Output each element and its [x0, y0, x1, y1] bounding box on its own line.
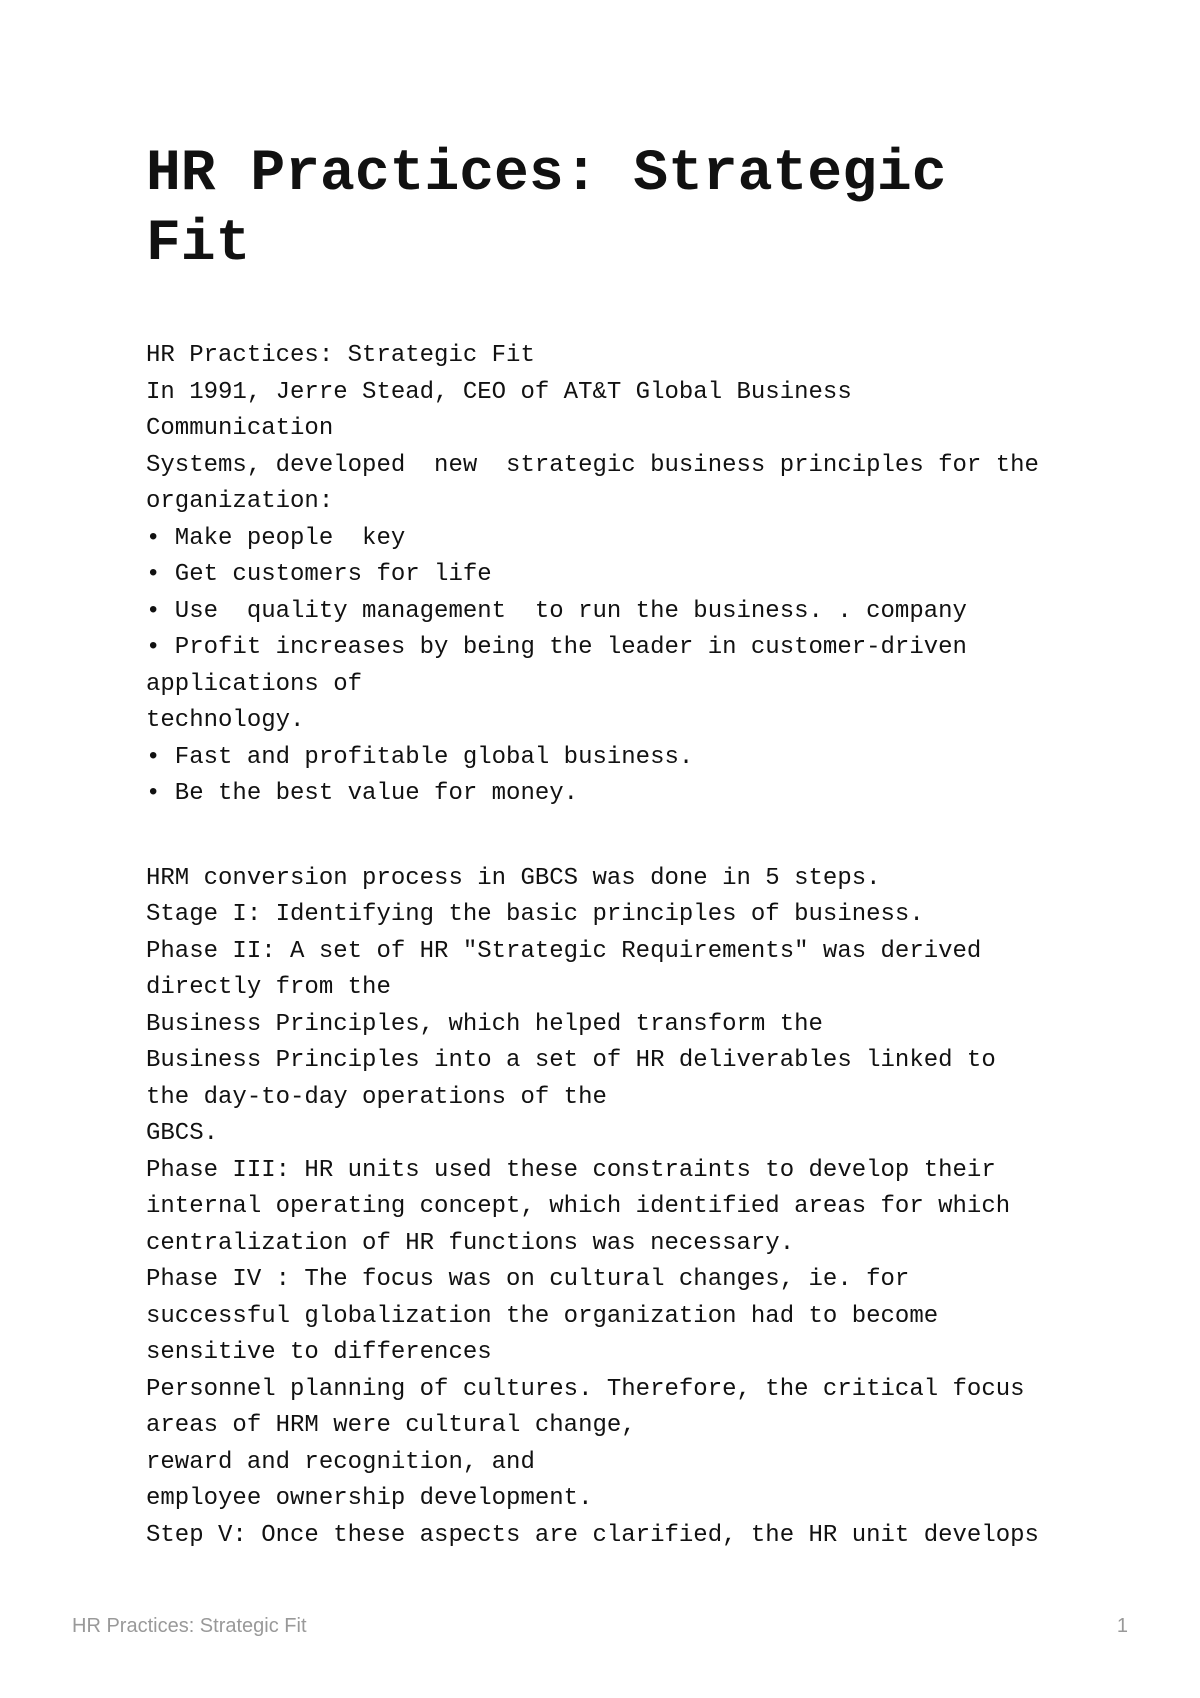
- text-line: Systems, developed new strategic business principles for the: [146, 451, 1039, 479]
- text-line: reward and recognition, and: [146, 1448, 535, 1476]
- page-title-line-1: HR Practices: Strategic: [146, 142, 947, 207]
- text-line: Business Principles into a set of HR deliverables linked to: [146, 1047, 996, 1074]
- text-line: Phase III: HR units used these constraints to develop their: [146, 1156, 996, 1184]
- text-line: areas of HRM were cultural change,: [146, 1412, 636, 1439]
- text-line: applications of: [146, 670, 363, 698]
- text-line: HR Practices: Strategic Fit: [146, 342, 535, 369]
- text-line: Personnel planning of cultures. Therefore, the critical focus: [146, 1375, 1025, 1403]
- page-title: [146, 140, 1106, 280]
- bullet-item: • Get customers for life: [146, 561, 492, 588]
- text-line: Step V: Once these aspects are clarified, the HR unit develops: [146, 1521, 1039, 1549]
- bullet-item: • Make people key: [146, 524, 406, 552]
- footer-page-number: 1: [1116, 1615, 1128, 1637]
- text-line: successful globalization the organization had to become: [146, 1302, 939, 1330]
- text-line: employee ownership development.: [146, 1485, 593, 1512]
- document-body: [146, 338, 1186, 1554]
- text-line: organization:: [146, 488, 334, 515]
- paragraph-gap: [146, 813, 1186, 861]
- text-line: centralization of HR functions was necessary.: [146, 1229, 795, 1257]
- text-line: Communication: [146, 415, 334, 442]
- bullet-item: • Profit increases by being the leader in customer-driven: [146, 634, 967, 661]
- text-line: the day-to-day operations of the: [146, 1083, 607, 1111]
- text-line: Stage I: Identifying the basic principles of business.: [146, 901, 924, 928]
- bullet-item: • Fast and profitable global business.: [146, 743, 694, 771]
- text-line: internal operating concept, which identified areas for which: [146, 1193, 1011, 1220]
- text-line: Phase IV : The focus was on cultural changes, ie. for: [146, 1266, 910, 1293]
- text-line: HRM conversion process in GBCS was done in 5 steps.: [146, 864, 881, 892]
- text-line: Phase II: A set of HR "Strategic Requirements" was derived: [146, 937, 982, 965]
- text-line: sensitive to differences: [146, 1339, 492, 1366]
- text-line: Business Principles, which helped transform the: [146, 1010, 823, 1038]
- text-line: technology.: [146, 707, 305, 734]
- text-line: GBCS.: [146, 1120, 219, 1147]
- footer-document-title: HR Practices: Strategic Fit: [72, 1615, 307, 1637]
- section-intro: [146, 338, 1186, 813]
- bullet-item: • Be the best value for money.: [146, 780, 579, 807]
- text-line: directly from the: [146, 974, 391, 1001]
- page-title-line-2: Fit: [146, 212, 251, 277]
- bullet-item: • Use quality management to run the business. . company: [146, 597, 967, 625]
- section-hrm-process: [146, 861, 1186, 1555]
- text-line: In 1991, Jerre Stead, CEO of AT&T Global Business: [146, 378, 852, 406]
